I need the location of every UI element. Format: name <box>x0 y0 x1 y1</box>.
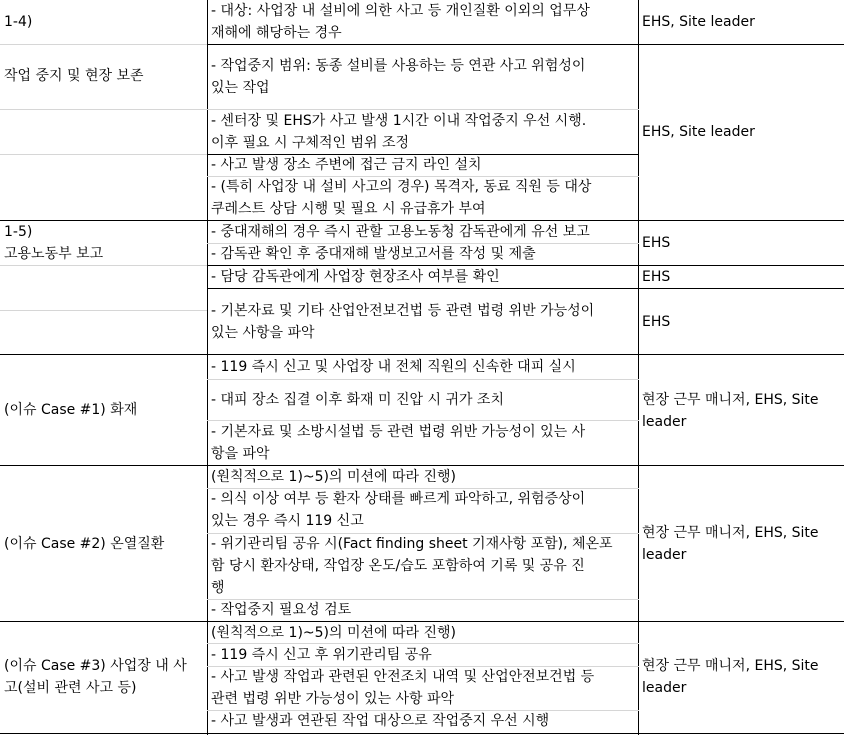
category-title: 고용노동부 보고 <box>4 246 104 262</box>
item-line: 관련 법령 위반 가능성이 있는 사항 파악 <box>211 691 455 707</box>
item-line: - 센터장 및 EHS가 사고 발생 1시간 이내 작업중지 우선 시행. <box>211 113 587 129</box>
item-line: 항을 파악 <box>211 446 270 462</box>
category-title: (이슈 Case #1) 화재 <box>4 402 138 418</box>
gridline <box>0 265 207 266</box>
owner-cell: 현장 근무 매니저, EHS, Site <box>642 525 819 541</box>
item-line: - (특히 사업장 내 설비 사고의 경우) 목격자, 동료 직원 등 대상 <box>211 179 592 195</box>
owner-separator <box>638 44 844 45</box>
item-separator <box>207 44 639 45</box>
owner-cell: leader <box>642 547 687 563</box>
item-line: - 작업중지 범위: 동종 설비를 사용하는 등 연관 사고 위험성이 <box>211 58 586 74</box>
list-item: (원칙적으로 1)~5)의 미션에 따라 진행) <box>211 469 457 485</box>
owner-cell: EHS <box>642 235 671 251</box>
item-line: 함 당시 환자상태, 작업장 온도/습도 포함하여 기록 및 공유 진 <box>211 558 585 574</box>
item-line: - 대상: 사업장 내 설비에 의한 사고 등 개인질환 이외의 업무상 <box>211 3 590 19</box>
list-item: - 사고 발생과 연관된 작업 대상으로 작업중지 우선 시행 <box>211 713 550 729</box>
col-divider-left <box>207 0 208 735</box>
owner-cell: EHS, Site leader <box>642 14 755 30</box>
gridline <box>0 44 207 45</box>
section-separator <box>0 354 844 355</box>
category-title: 작업 중지 및 현장 보존 <box>4 68 144 84</box>
owner-cell: 현장 근무 매니저, EHS, Site <box>642 392 819 408</box>
item-line: - 의식 이상 여부 등 환자 상태를 빠르게 파악하고, 위험증상이 <box>211 491 586 507</box>
item-line: - 위기관리팀 공유 시(Fact finding sheet 기재사항 포함), 체온포 <box>211 536 613 552</box>
gridline <box>207 379 639 380</box>
item-line: 쿠레스트 상담 시행 및 필요 시 유급휴가 부여 <box>211 201 486 217</box>
item-line: - 기본자료 및 소방시설법 등 관련 법령 위반 가능성이 있는 사 <box>211 424 586 440</box>
owner-cell: leader <box>642 680 687 696</box>
item-line: - 사고 발생 작업과 관련된 안전조치 내역 및 산업안전보건법 등 <box>211 669 595 685</box>
item-line: - 사고 발생 장소 주변에 접근 금지 라인 설치 <box>211 157 482 173</box>
list-item: - 작업중지 필요성 검토 <box>211 602 352 618</box>
list-item: - 중대재해의 경우 즉시 관할 고용노동청 감독관에게 유선 보고 <box>211 224 590 240</box>
owner-separator <box>638 288 844 289</box>
col-divider-right <box>638 0 639 735</box>
item-line: 있는 작업 <box>211 80 270 96</box>
item-line: 행 <box>211 580 225 596</box>
owner-cell: EHS <box>642 269 671 285</box>
owner-cell: EHS <box>642 314 671 330</box>
list-item: - 담당 감독관에게 사업장 현장조사 여부를 확인 <box>211 269 500 285</box>
list-item: (원칙적으로 1)~5)의 미션에 따라 진행) <box>211 625 457 641</box>
item-separator <box>207 288 639 289</box>
category-code: 1-4) <box>4 14 33 30</box>
gridline <box>0 310 207 311</box>
owner-cell: EHS, Site leader <box>642 124 755 140</box>
list-item: - 감독관 확인 후 중대재해 발생보고서를 작성 및 제출 <box>211 246 536 262</box>
item-line: 있는 경우 즉시 119 신고 <box>211 513 364 529</box>
list-item: - 대피 장소 집결 이후 화재 미 진압 시 귀가 조치 <box>211 392 504 408</box>
gridline <box>0 154 207 155</box>
owner-cell: 현장 근무 매니저, EHS, Site <box>642 658 819 674</box>
category-title: 고(설비 관련 사고 등) <box>4 680 137 696</box>
gridline <box>0 109 207 110</box>
list-item: - 119 즉시 신고 및 사업장 내 전체 직원의 신속한 대피 실시 <box>211 359 576 375</box>
item-line: 이후 필요 시 구체적인 범위 조정 <box>211 135 410 151</box>
item-line: - 기본자료 및 기타 산업안전보건법 등 관련 법령 위반 가능성이 <box>211 303 595 319</box>
category-code: 1-5) <box>4 224 33 240</box>
list-item: - 119 즉시 신고 후 위기관리팀 공유 <box>211 647 432 663</box>
category-title: (이슈 Case #2) 온열질환 <box>4 536 165 552</box>
item-line: 있는 사항을 파악 <box>211 325 315 341</box>
section-separator <box>0 733 844 734</box>
owner-cell: leader <box>642 414 687 430</box>
category-title: (이슈 Case #3) 사업장 내 사 <box>4 658 187 674</box>
item-line: 재해에 해당하는 경우 <box>211 25 342 41</box>
